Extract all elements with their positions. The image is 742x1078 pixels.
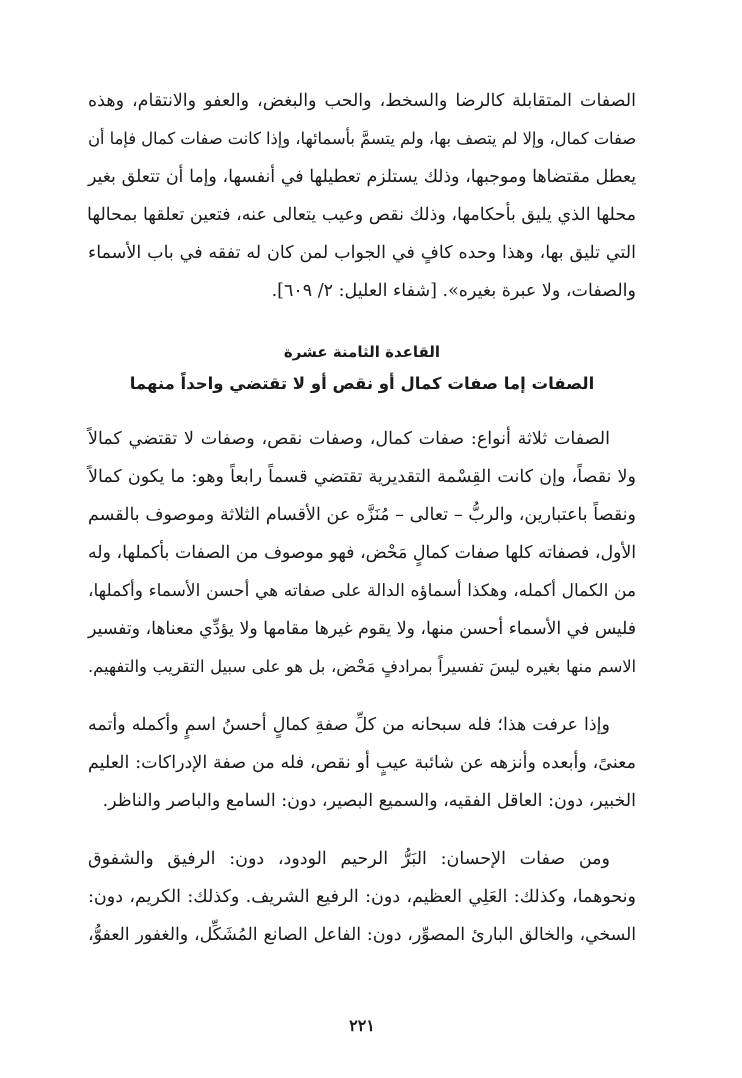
paragraph-1-line-5: التي تليق بها، وهذا وحده كافٍ في الجواب لمن كان له تفقه في باب الأسماء xyxy=(88,243,636,263)
paragraph-2-line-6: فليس في الأسماء أحسن منها، ولا يقوم غيرها مقامها ولا يؤدِّي معناها، وتفسير xyxy=(88,619,636,639)
paragraph-4-line-2: ونحوهما، وكذلك: العَلِي العظيم، دون: الرفيع الشريف. وكذلك: الكريم، دون: xyxy=(88,887,636,907)
page-number: ٢٢١ xyxy=(349,1016,375,1035)
book-page xyxy=(88,0,636,1078)
section-title: القاعدة الثامنة عشرة xyxy=(283,343,441,361)
paragraph-1-line-4: محلها الذي يليق بأحكامها، وذلك نقص وعيب يتعالى عنه، فتعين تعلقها بمحالها xyxy=(87,205,636,225)
section-subtitle: الصفات إما صفات كمال أو نقص أو لا تقتضي واحداً منهما xyxy=(129,374,595,393)
paragraph-2-line-1: الصفات ثلاثة أنواع: صفات كمال، وصفات نقص، وصفات لا تقتضي كمالاً xyxy=(88,429,610,449)
paragraph-3-line-3: الخبير، دون: العاقل الفقيه، والسميع البصير، دون: السامع والباصر والناظر. xyxy=(102,791,636,811)
paragraph-1-line-3: يعطل مقتضاها وموجبها، وذلك يستلزم تعطيلها في أنفسها، وإما أن تتعلق بغير xyxy=(88,167,636,187)
paragraph-2-line-4: الأول، فصفاته كلها صفات كمالٍ مَحْض، فهو موصوف من الصفات بأكملها، وله xyxy=(88,543,636,563)
paragraph-2-line-2: ولا نقصاً، وإن كانت القِسْمة التقديرية تقتضي قسماً رابعاً وهو: ما يكون كمالاً xyxy=(88,467,636,487)
paragraph-4-line-3: السخي، والخالق البارئ المصوِّر، دون: الفاعل الصانع المُشَكِّل، والغفور العفوُّ، xyxy=(88,925,636,945)
paragraph-2-line-7: الاسم منها بغيره ليسَ تفسيراً بمرادفٍ مَحْض، بل هو على سبيل التقريب والتفهيم. xyxy=(88,657,636,676)
paragraph-4-line-1: ومن صفات الإحسان: البَرُّ الرحيم الودود، دون: الرفيق والشفوق xyxy=(88,849,610,869)
paragraph-2-line-3: ونقصاً باعتبارين، والربُّ – تعالى – مُنَزَّه عن الأقسام الثلاثة وموصوف بالقسم xyxy=(88,505,636,525)
paragraph-1-line-6: والصفات، ولا عبرة بغيره». [شفاء العليل: ٢/ ٦٠٩]. xyxy=(271,281,636,301)
paragraph-2-line-5: من الكمال أكمله، وهكذا أسماؤه الدالة على صفاته هي أحسن الأسماء وأكملها، xyxy=(88,581,636,601)
paragraph-1-line-1: الصفات المتقابلة كالرضا والسخط، والحب والبغض، والعفو والانتقام، وهذه xyxy=(88,91,636,111)
paragraph-1-line-2: صفات كمال، وإلا لم يتصف بها، ولم يتسمَّ بأسمائها، وإذا كانت صفات كمال فإما أن xyxy=(88,129,636,148)
paragraph-3-line-2: معنىً، وأبعده وأنزهه عن شائبة عيبٍ أو نقص، فله من صفة الإدراكات: العليم xyxy=(88,753,636,773)
paragraph-3-line-1: وإذا عرفت هذا؛ فله سبحانه من كلِّ صفةِ كمالٍ أحسنُ اسمٍ وأكمله وأتمه xyxy=(88,715,610,735)
